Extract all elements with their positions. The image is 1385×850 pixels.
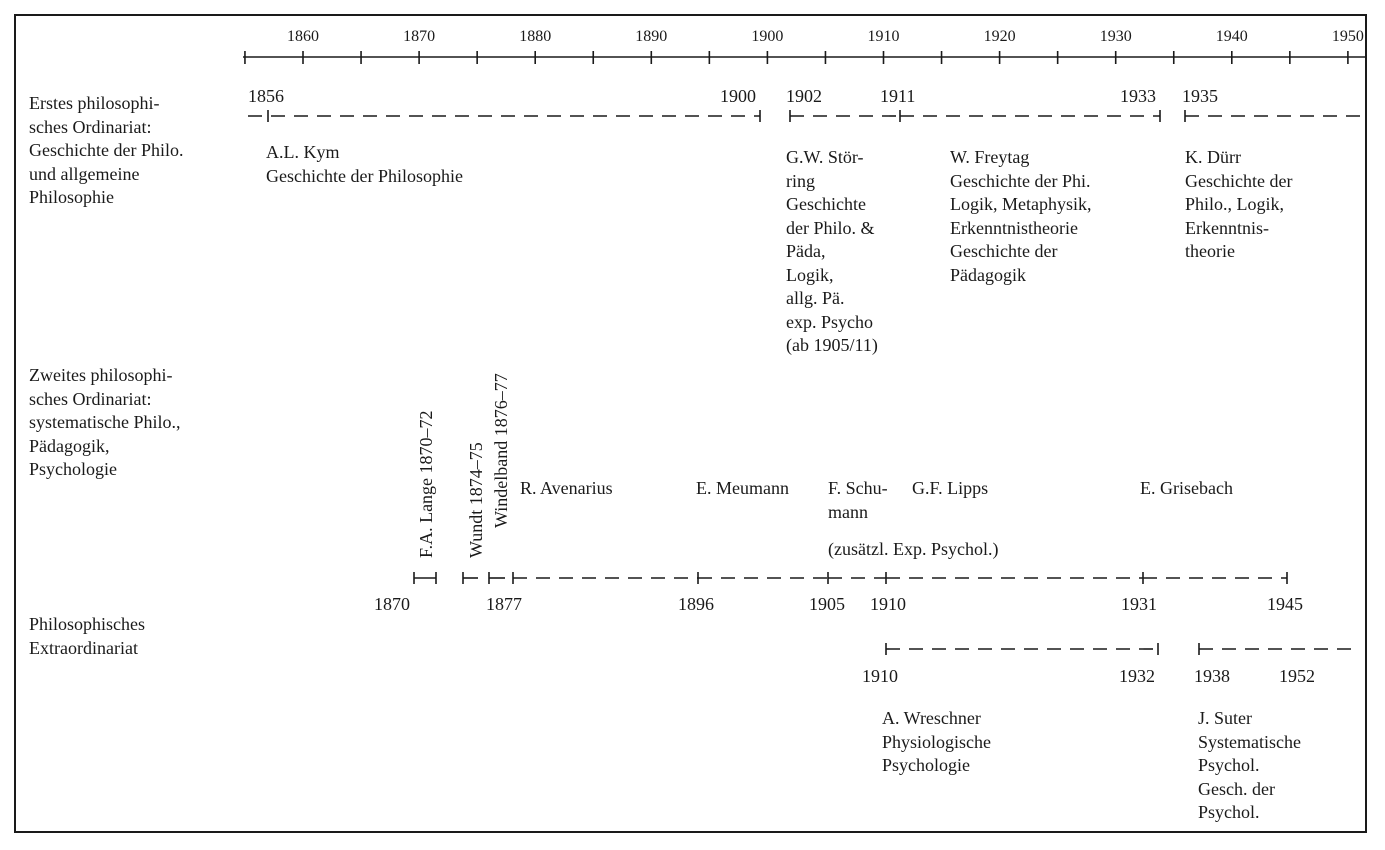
year-label: 1856 (248, 86, 284, 106)
axis-year-label: 1910 (867, 28, 900, 45)
year-label: 1952 (1279, 666, 1315, 686)
person-freytag: W. Freytag Geschichte der Phi. Logik, Metaphysik, Erkenntnistheorie Geschichte der Pädagogik (950, 147, 1092, 285)
year-label: 1933 (1120, 86, 1156, 106)
vertical-label-wundt: Wundt 1874–75 (466, 442, 486, 558)
axis-year-label: 1890 (635, 28, 668, 45)
year-label: 1896 (678, 594, 714, 614)
person-suter: J. Suter Systematische Psychol. Gesch. der Psychol. (1198, 708, 1301, 822)
person-kym: A.L. Kym Geschichte der Philosophie (266, 142, 463, 186)
axis-year-label: 1940 (1215, 28, 1248, 45)
axis-year-label: 1880 (519, 28, 552, 45)
person-wreschner: A. Wreschner Physiologische Psychologie (882, 708, 992, 775)
row1-timeline (248, 110, 1367, 122)
axis-year-label: 1870 (403, 28, 436, 45)
year-label: 1900 (720, 86, 756, 106)
note-exp-psychol: (zusätzl. Exp. Psychol.) (828, 539, 999, 559)
row-label-extra: Philosophisches Extraordinariat (29, 614, 146, 658)
year-label: 1905 (809, 594, 845, 614)
person-avenarius: R. Avenarius (520, 478, 613, 498)
axis-year-label: 1860 (287, 28, 319, 45)
person-meumann: E. Meumann (696, 478, 789, 498)
person-stoerring: G.W. Stör- ring Geschichte der Philo. & Päda, Logik, allg. Pä. exp. Psycho (ab 1905/11) (786, 147, 878, 355)
year-label: 1945 (1267, 594, 1303, 614)
year-label: 1935 (1182, 86, 1218, 106)
person-lipps: G.F. Lipps (912, 478, 989, 498)
year-label: 1910 (870, 594, 906, 614)
year-label: 1931 (1121, 594, 1157, 614)
vertical-label-lange: F.A. Lange 1870–72 (416, 410, 436, 558)
year-label: 1932 (1119, 666, 1155, 686)
axis-year-label: 1900 (751, 28, 784, 45)
axis-year-label: 1920 (983, 28, 1016, 45)
axis-labels (287, 28, 1364, 45)
year-label: 1911 (880, 86, 916, 106)
vertical-label-windelband: Windelband 1876–77 (491, 373, 511, 528)
year-label: 1902 (786, 86, 822, 106)
person-schumann: F. Schu- mann (828, 478, 888, 522)
row2-timeline (414, 572, 1287, 584)
row-label-erstes: Erstes philosophi- sches Ordinariat: Geschichte der Philo. und allgemeine Philosophie (29, 93, 184, 207)
axis-year-label: 1930 (1099, 28, 1132, 45)
person-duerr: K. Dürr Geschichte der Philo., Logik, Erkenntnis- theorie (1185, 147, 1293, 261)
year-label: 1938 (1194, 666, 1230, 686)
year-label: 1910 (862, 666, 898, 686)
person-grisebach: E. Grisebach (1140, 478, 1233, 498)
axis-year-label: 1950 (1331, 28, 1364, 45)
year-label: 1870 (374, 594, 410, 614)
year-label: 1877 (486, 594, 522, 614)
row3-timeline (886, 643, 1360, 655)
row-label-zweites: Zweites philosophi- sches Ordinariat: systematische Philo., Pädagogik, Psychologie (29, 365, 181, 479)
